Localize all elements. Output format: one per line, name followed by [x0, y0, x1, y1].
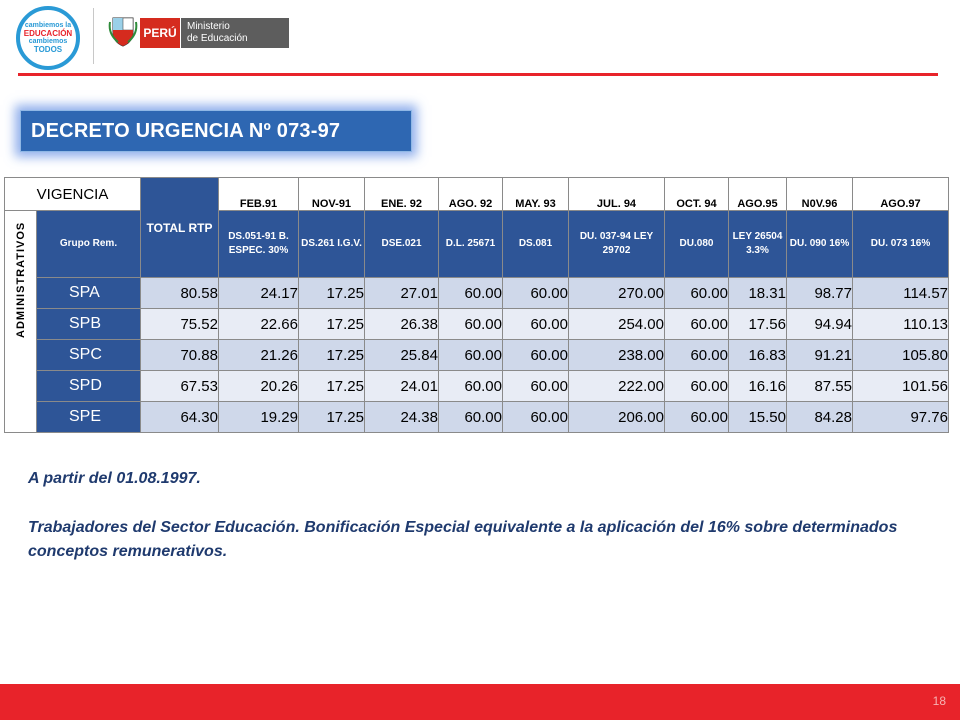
- value-cell: 26.38: [365, 309, 439, 340]
- concept-header: DS.261 I.G.V.: [299, 211, 365, 278]
- value-cell: 75.52: [141, 309, 219, 340]
- concept-header: D.L. 25671: [439, 211, 503, 278]
- total-rtp-header: TOTAL RTP: [141, 178, 219, 278]
- value-cell: 60.00: [665, 278, 729, 309]
- value-cell: 84.28: [787, 402, 853, 433]
- table-row: [5, 402, 949, 433]
- value-cell: 24.38: [365, 402, 439, 433]
- value-cell: 17.25: [299, 309, 365, 340]
- value-cell: 60.00: [503, 278, 569, 309]
- coat-of-arms-icon: [108, 14, 138, 48]
- remuneration-table: [4, 177, 949, 433]
- logo-line-1: cambiemos la: [24, 22, 72, 29]
- value-cell: 21.26: [219, 340, 299, 371]
- value-cell: 16.16: [729, 371, 787, 402]
- value-cell: 67.53: [141, 371, 219, 402]
- value-cell: 222.00: [569, 371, 665, 402]
- date-header: JUL. 94: [569, 178, 665, 211]
- date-header: AGO. 92: [439, 178, 503, 211]
- date-header: OCT. 94: [665, 178, 729, 211]
- title-banner: [20, 110, 412, 152]
- value-cell: 60.00: [665, 371, 729, 402]
- value-cell: 97.76: [853, 402, 949, 433]
- value-cell: 19.29: [219, 402, 299, 433]
- value-cell: 20.26: [219, 371, 299, 402]
- logo-line-4: TODOS: [33, 45, 63, 54]
- group-cell: SPC: [37, 340, 141, 371]
- value-cell: 16.83: [729, 340, 787, 371]
- value-cell: 206.00: [569, 402, 665, 433]
- header-divider: [93, 8, 94, 64]
- value-cell: 238.00: [569, 340, 665, 371]
- value-cell: 114.57: [853, 278, 949, 309]
- value-cell: 105.80: [853, 340, 949, 371]
- value-cell: 24.01: [365, 371, 439, 402]
- table-row: [5, 309, 949, 340]
- ministry-label: [181, 18, 289, 48]
- page-title: DECRETO URGENCIA Nº 073-97: [31, 119, 341, 142]
- page-number: 18: [932, 694, 946, 708]
- value-cell: 60.00: [439, 371, 503, 402]
- value-cell: 60.00: [665, 340, 729, 371]
- concept-header: DSE.021: [365, 211, 439, 278]
- effective-date-note: A partir del 01.08.1997.: [28, 470, 201, 487]
- value-cell: 60.00: [503, 402, 569, 433]
- header-red-line: [18, 73, 938, 76]
- value-cell: 110.13: [853, 309, 949, 340]
- value-cell: 60.00: [665, 402, 729, 433]
- value-cell: 17.25: [299, 402, 365, 433]
- group-cell: SPE: [37, 402, 141, 433]
- date-header: N0V.96: [787, 178, 853, 211]
- value-cell: 98.77: [787, 278, 853, 309]
- value-cell: 254.00: [569, 309, 665, 340]
- date-header: NOV-91: [299, 178, 365, 211]
- concept-header: DU.080: [665, 211, 729, 278]
- value-cell: 24.17: [219, 278, 299, 309]
- value-cell: 270.00: [569, 278, 665, 309]
- value-cell: 60.00: [439, 309, 503, 340]
- value-cell: 17.25: [299, 278, 365, 309]
- ministry-line-1: Ministerio: [187, 21, 230, 32]
- value-cell: 17.25: [299, 340, 365, 371]
- table-row: [5, 371, 949, 402]
- value-cell: 17.25: [299, 371, 365, 402]
- value-cell: 87.55: [787, 371, 853, 402]
- group-cell: SPD: [37, 371, 141, 402]
- footer-bar: [0, 684, 960, 720]
- concept-header: LEY 26504 3.3%: [729, 211, 787, 278]
- description-note: Trabajadores del Sector Educación. Bonificación Especial equivalente a la aplicación del 16% sobre determinados conceptos remunerativos.: [28, 519, 898, 560]
- value-cell: 64.30: [141, 402, 219, 433]
- value-cell: 70.88: [141, 340, 219, 371]
- date-header: MAY. 93: [503, 178, 569, 211]
- date-header-row: [5, 178, 949, 211]
- value-cell: 60.00: [503, 340, 569, 371]
- date-header: ENE. 92: [365, 178, 439, 211]
- value-cell: 60.00: [503, 309, 569, 340]
- value-cell: 22.66: [219, 309, 299, 340]
- value-cell: 101.56: [853, 371, 949, 402]
- group-header: Grupo Rem.: [37, 211, 141, 278]
- value-cell: 25.84: [365, 340, 439, 371]
- concept-header: DU. 073 16%: [853, 211, 949, 278]
- value-cell: 80.58: [141, 278, 219, 309]
- date-header: FEB.91: [219, 178, 299, 211]
- value-cell: 60.00: [665, 309, 729, 340]
- concept-header: DS.081: [503, 211, 569, 278]
- group-cell: SPA: [37, 278, 141, 309]
- logo-line-3: cambiemos: [28, 38, 68, 45]
- value-cell: 18.31: [729, 278, 787, 309]
- value-cell: 60.00: [503, 371, 569, 402]
- value-cell: 60.00: [439, 402, 503, 433]
- group-cell: SPB: [37, 309, 141, 340]
- value-cell: 91.21: [787, 340, 853, 371]
- table-row: [5, 278, 949, 309]
- value-cell: 60.00: [439, 278, 503, 309]
- date-header: AGO.97: [853, 178, 949, 211]
- administrativos-text: ADMINISTRATIVOS: [15, 221, 27, 338]
- concept-header: DS.051-91 B. ESPEC. 30%: [219, 211, 299, 278]
- peru-label: PERÚ: [140, 18, 180, 48]
- value-cell: 60.00: [439, 340, 503, 371]
- value-cell: 94.94: [787, 309, 853, 340]
- value-cell: 17.56: [729, 309, 787, 340]
- value-cell: 15.50: [729, 402, 787, 433]
- administrativos-label: [5, 211, 37, 433]
- logo-line-2: EDUCACIÓN: [23, 29, 73, 38]
- value-cell: 27.01: [365, 278, 439, 309]
- date-header: AGO.95: [729, 178, 787, 211]
- table-row: [5, 340, 949, 371]
- vigencia-header: VIGENCIA: [5, 178, 141, 211]
- concept-header: DU. 090 16%: [787, 211, 853, 278]
- campaign-logo: [16, 6, 80, 70]
- concept-header: DU. 037-94 LEY 29702: [569, 211, 665, 278]
- ministry-line-2: de Educación: [187, 33, 248, 44]
